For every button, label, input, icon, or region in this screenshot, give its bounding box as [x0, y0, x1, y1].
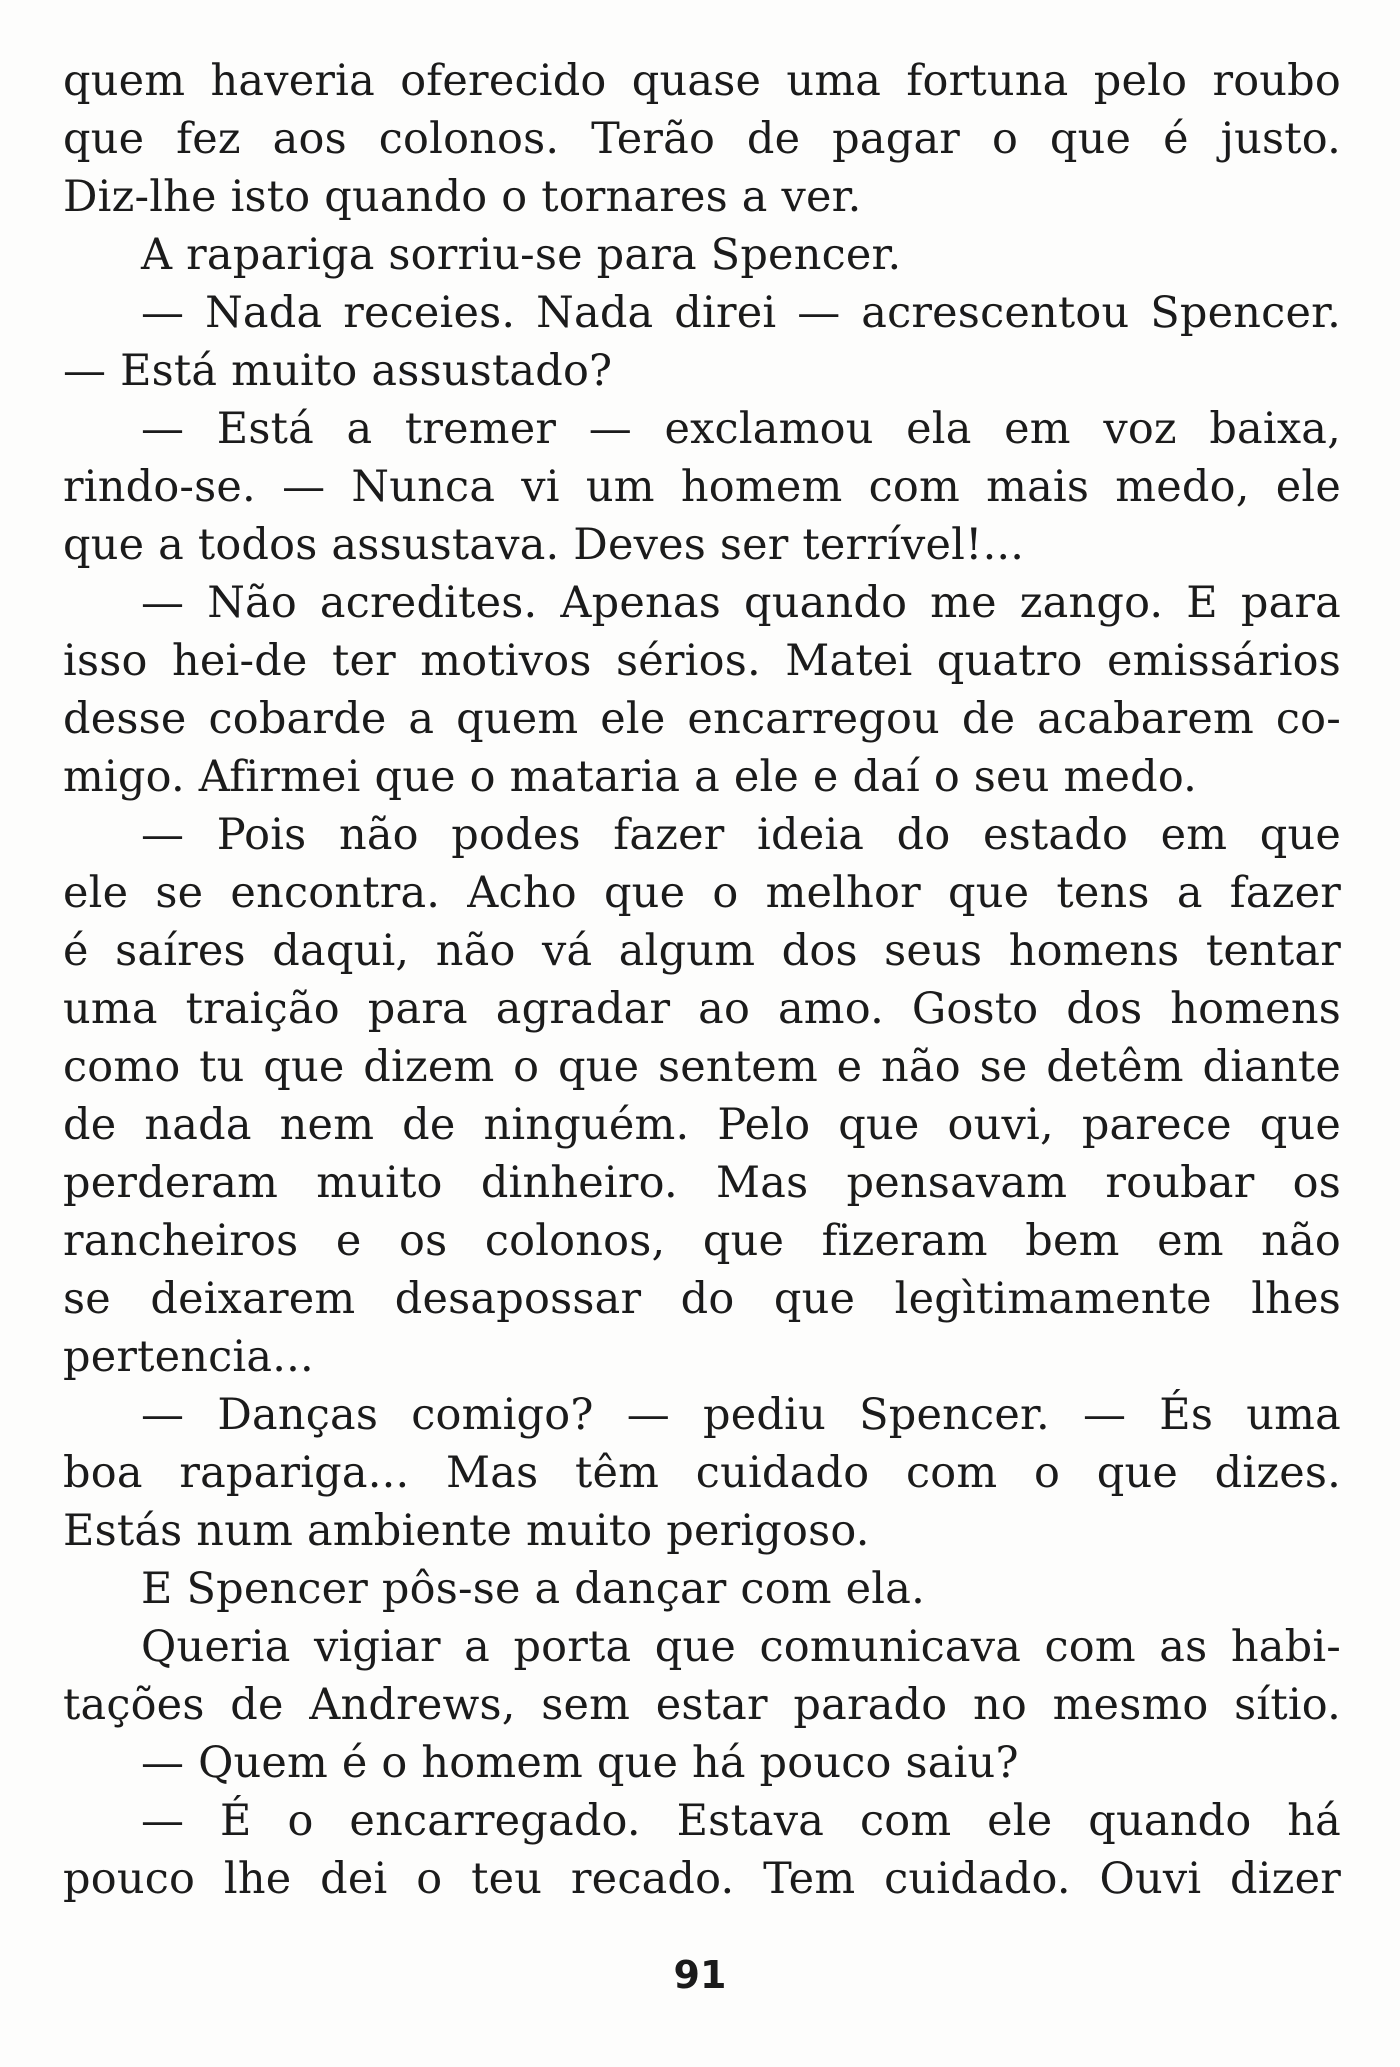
- text-line: que fez aos colonos. Terão de pagar o que é justo.: [63, 114, 1341, 164]
- text-line: — Quem é o homem que há pouco saiu?: [141, 1738, 1019, 1788]
- text-line: pertencia...: [63, 1332, 314, 1382]
- text-line: de nada nem de ninguém. Pelo que ouvi, parece que: [63, 1100, 1341, 1150]
- text-line: — Está muito assustado?: [63, 346, 613, 396]
- text-line: E Spencer pôs-se a dançar com ela.: [141, 1564, 925, 1614]
- page-number: 91: [673, 1953, 727, 1997]
- text-line: pouco lhe dei o teu recado. Tem cuidado. Ouvi dizer: [63, 1854, 1341, 1904]
- text-line: — Pois não podes fazer ideia do estado em que: [141, 810, 1341, 860]
- text-line: Estás num ambiente muito perigoso.: [63, 1506, 870, 1556]
- text-line: boa rapariga... Mas têm cuidado com o que dizes.: [63, 1448, 1341, 1498]
- text-line: rancheiros e os colonos, que fizeram bem em não: [63, 1216, 1341, 1266]
- text-line: A rapariga sorriu-se para Spencer.: [141, 230, 902, 280]
- text-line: — Não acredites. Apenas quando me zango. E para: [141, 578, 1341, 628]
- text-line: desse cobarde a quem ele encarregou de acabarem co-: [63, 694, 1341, 744]
- text-line: isso hei-de ter motivos sérios. Matei quatro emissários: [63, 636, 1341, 686]
- text-line: Queria vigiar a porta que comunicava com as habi-: [141, 1622, 1341, 1672]
- text-line: é saíres daqui, não vá algum dos seus homens tentar: [63, 926, 1341, 976]
- text-line: — Danças comigo? — pediu Spencer. — És uma: [141, 1390, 1341, 1440]
- text-line: rindo-se. — Nunca vi um homem com mais medo, ele: [63, 462, 1341, 512]
- text-line: perderam muito dinheiro. Mas pensavam roubar os: [63, 1158, 1341, 1208]
- text-line: migo. Afirmei que o mataria a ele e daí o seu medo.: [63, 752, 1198, 802]
- text-line: que a todos assustava. Deves ser terrível!...: [63, 520, 1025, 570]
- text-line: — É o encarregado. Estava com ele quando há: [141, 1796, 1341, 1846]
- text-line: se deixarem desapossar do que legìtimamente lhes: [63, 1274, 1341, 1324]
- text-line: como tu que dizem o que sentem e não se detêm diante: [63, 1042, 1341, 1092]
- body-text: [63, 52, 1341, 1908]
- text-line: — Está a tremer — exclamou ela em voz baixa,: [141, 404, 1341, 454]
- text-line: tações de Andrews, sem estar parado no mesmo sítio.: [63, 1680, 1341, 1730]
- text-line: quem haveria oferecido quase uma fortuna pelo roubo: [63, 56, 1341, 106]
- text-line: — Nada receies. Nada direi — acrescentou Spencer.: [141, 288, 1341, 338]
- text-line: ele se encontra. Acho que o melhor que tens a fazer: [63, 868, 1341, 918]
- text-line: Diz-lhe isto quando o tornares a ver.: [63, 172, 862, 222]
- text-line: uma traição para agradar ao amo. Gosto dos homens: [63, 984, 1341, 1034]
